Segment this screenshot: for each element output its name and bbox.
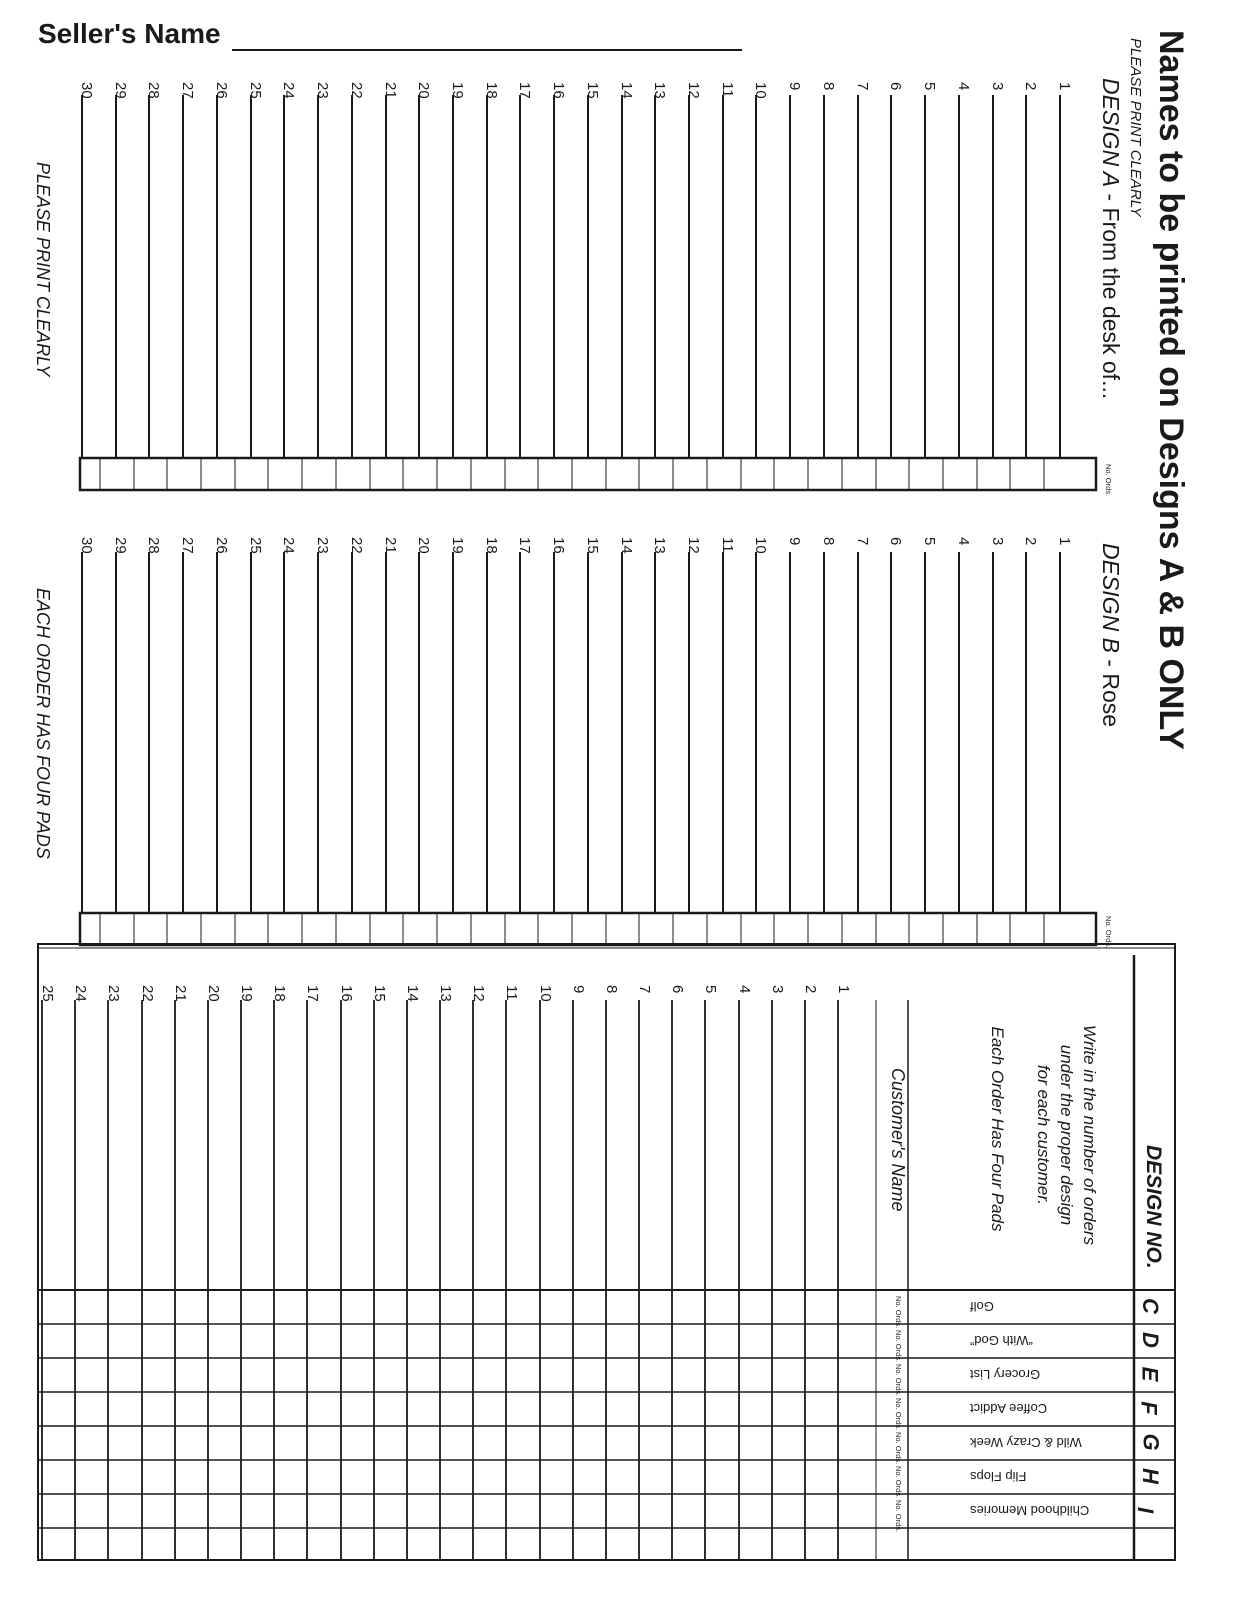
design-c-name: Golf — [970, 1299, 994, 1314]
order-row-number: 12 — [470, 985, 487, 1002]
order-row-number: 24 — [72, 985, 89, 1002]
order-row-number: 2 — [802, 985, 819, 994]
design_b-row-number: 19 — [449, 537, 466, 554]
design_a-row-number: 2 — [1022, 82, 1039, 91]
design_b-row-number: 5 — [921, 537, 938, 546]
design-b-code: DESIGN B — [1098, 543, 1124, 653]
design-no-label: DESIGN NO. — [1142, 1145, 1165, 1269]
design_b-row-number: 10 — [752, 537, 769, 554]
design-i-letter: I — [1133, 1506, 1159, 1514]
design_a-row-number: 6 — [887, 82, 904, 91]
design_b-row-number: 13 — [651, 537, 668, 554]
design_b-row-number: 12 — [685, 537, 702, 554]
design_b-row-number: 14 — [618, 537, 635, 554]
design_a-row-number: 23 — [314, 82, 331, 99]
design_b-row-number: 8 — [820, 537, 837, 546]
design_b-row-number: 4 — [955, 537, 972, 546]
design_b-row-number: 26 — [213, 537, 230, 554]
design_b-orders-box[interactable] — [80, 913, 1096, 945]
design_b-row-number: 1 — [1056, 537, 1073, 546]
design-c-ords-label: No. Ords. — [894, 1296, 903, 1329]
four-pads-note: Each Order Has Four Pads — [988, 1026, 1007, 1232]
order-row-number: 22 — [139, 985, 156, 1002]
design_a-row-number: 28 — [145, 82, 162, 99]
design_a-row-number: 27 — [179, 82, 196, 99]
design-f-letter: F — [1136, 1401, 1162, 1415]
design-h-name: Flip Flops — [970, 1469, 1027, 1484]
design_a-row-number: 1 — [1056, 82, 1073, 91]
design-a-ords-label: No. Ords. — [1104, 464, 1113, 497]
design_a-row-number: 12 — [685, 82, 702, 99]
order-row-number: 5 — [702, 985, 719, 994]
design_b-row-number: 11 — [719, 537, 736, 553]
order-row-number: 3 — [769, 985, 786, 994]
design_a-row-number: 11 — [719, 82, 736, 98]
design-b-desc: - Rose — [1098, 652, 1124, 728]
design_b-row-number: 18 — [483, 537, 500, 554]
order-row-number: 4 — [736, 985, 753, 994]
design_a-row-number: 20 — [415, 82, 432, 99]
design_a-row-number: 9 — [786, 82, 803, 91]
order-row-number: 8 — [603, 985, 620, 994]
order-row-number: 7 — [636, 985, 653, 994]
design_b-row-number: 2 — [1022, 537, 1039, 546]
order-instructions — [1031, 1010, 1100, 1260]
design-f-ords-label: No. Ords. — [894, 1398, 903, 1431]
design_b-row-number: 3 — [989, 537, 1006, 546]
design_b-row-number: 29 — [112, 537, 129, 554]
design-g-ords-label: No. Ords. — [894, 1432, 903, 1465]
instruction-line-1: Write in the number of orders — [1080, 1024, 1099, 1246]
order-row-number: 25 — [39, 985, 56, 1002]
order-row-number: 15 — [371, 985, 388, 1002]
design_b-row-number: 15 — [584, 537, 601, 554]
order-row-number: 23 — [105, 985, 122, 1002]
customer-name-label: Customer's Name — [888, 1068, 908, 1212]
design_b-row-number: 23 — [314, 537, 331, 554]
order-row-number: 17 — [304, 985, 321, 1002]
order-row-number: 9 — [570, 985, 587, 994]
order-row-number: 16 — [338, 985, 355, 1002]
design-e-letter: E — [1137, 1366, 1163, 1382]
design-e-ords-label: No. Ords. — [894, 1364, 903, 1397]
design_b-row-number: 7 — [854, 537, 871, 546]
design_a-row-number: 29 — [112, 82, 129, 99]
design-g-name: Wild & Crazy Week — [970, 1435, 1082, 1450]
design_a-row-number: 25 — [247, 82, 264, 99]
order-row-number: 20 — [205, 985, 222, 1002]
design_b-row-number: 27 — [179, 537, 196, 554]
design_a-row-number: 7 — [854, 82, 871, 91]
page-subtitle: PLEASE PRINT CLEARLY — [1127, 38, 1144, 217]
design_b-row-number: 28 — [145, 537, 162, 554]
order-row-number: 13 — [437, 985, 454, 1002]
design_a-row-number: 10 — [752, 82, 769, 99]
order-row-number: 1 — [835, 985, 852, 994]
design-h-ords-label: No. Ords. — [894, 1466, 903, 1499]
design_a-row-number: 4 — [955, 82, 972, 91]
order-row-number: 14 — [404, 985, 421, 1002]
design_b-row-number: 25 — [247, 537, 264, 554]
design_b-row-number: 9 — [786, 537, 803, 546]
design_a-orders-box[interactable] — [80, 458, 1096, 490]
design_a-row-number: 18 — [483, 82, 500, 99]
design_a-row-number: 16 — [550, 82, 567, 99]
design_b-row-number: 20 — [415, 537, 432, 554]
design_a-row-number: 22 — [348, 82, 365, 99]
design_a-row-number: 5 — [921, 82, 938, 91]
design_a-row-number: 17 — [516, 82, 533, 99]
order-row-number: 18 — [271, 985, 288, 1002]
design_a-row-number: 19 — [449, 82, 466, 99]
order-row-number: 21 — [172, 985, 189, 1002]
design_b-row-number: 30 — [78, 537, 95, 554]
design_b-row-number: 24 — [280, 537, 297, 554]
page-title: Names to be printed on Designs A & B ONLY — [1152, 30, 1190, 750]
design-i-name: Childhood Memories — [970, 1503, 1090, 1518]
order-row-number: 10 — [537, 985, 554, 1002]
design-d-ords-label: No. Ords. — [894, 1330, 903, 1363]
design-h-letter: H — [1137, 1468, 1163, 1484]
design-a-desc: - From the desk of... — [1098, 187, 1124, 400]
order-row-number: 19 — [238, 985, 255, 1002]
note-four-pads: EACH ORDER HAS FOUR PADS — [33, 588, 53, 859]
design_b-row-number: 21 — [382, 537, 399, 554]
design_a-row-number: 14 — [618, 82, 635, 99]
design_a-row-number: 26 — [213, 82, 230, 99]
design-c-letter: C — [1137, 1298, 1163, 1314]
design-i-ords-label: No. Ords. — [894, 1500, 903, 1533]
design_a-row-number: 24 — [280, 82, 297, 99]
design_b-row-number: 16 — [550, 537, 567, 554]
design_a-row-number: 13 — [651, 82, 668, 99]
design_b-row-number: 17 — [516, 537, 533, 554]
design_a-row-number: 3 — [989, 82, 1006, 91]
design-f-name: Coffee Addict — [970, 1401, 1048, 1416]
order-row-number: 6 — [669, 985, 686, 994]
design-e-name: Grocery List — [970, 1367, 1041, 1382]
design-g-letter: G — [1138, 1433, 1164, 1451]
order-row-number: 11 — [503, 985, 520, 1001]
design-d-letter: D — [1137, 1332, 1163, 1348]
design_b-row-number: 6 — [887, 537, 904, 546]
instruction-line-2: under the proper design — [1057, 1044, 1077, 1226]
design_a-row-number: 15 — [584, 82, 601, 99]
design_a-row-number: 8 — [820, 82, 837, 91]
design_a-row-number: 30 — [78, 82, 95, 99]
design_b-row-number: 22 — [348, 537, 365, 554]
note-print-clearly: PLEASE PRINT CLEARLY — [33, 162, 53, 377]
design-d-name: “With God” — [970, 1333, 1033, 1348]
instruction-line-3: for each customer. — [1034, 1064, 1054, 1206]
seller-name-label: Seller's Name — [38, 18, 221, 49]
design-b-ords-label: No. Ords. — [1104, 916, 1113, 949]
design_a-row-number: 21 — [382, 82, 399, 99]
design-a-code: DESIGN A — [1098, 78, 1124, 188]
